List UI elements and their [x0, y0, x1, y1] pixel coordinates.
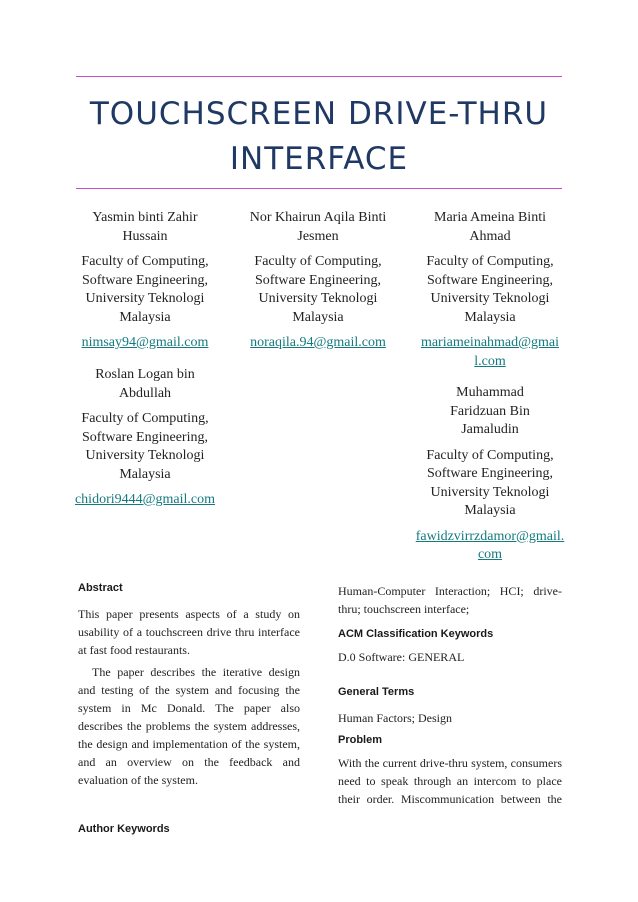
abstract-paragraph-1: This paper presents aspects of a study on usability of a touchscreen drive thru interface at fast food restaurants.: [78, 607, 300, 657]
left-column: [78, 582, 300, 835]
author-email-link[interactable]: mariameinahmad@gmail.com: [420, 335, 560, 369]
author-name: Roslan Logan bin Abdullah: [95, 367, 195, 401]
general-terms-text: Human Factors; Design: [338, 711, 452, 725]
author-affiliation: Faculty of Computing, Software Engineering, University Teknologi Malaysia: [254, 254, 382, 325]
title-bottom-rule: [76, 188, 562, 189]
acm-heading: ACM Classification Keywords: [338, 628, 494, 640]
problem-heading: Problem: [338, 734, 383, 746]
author-name: Nor Khairun Aqila Binti Jesmen: [249, 210, 387, 244]
author-name: Maria Ameina Binti Ahmad: [434, 210, 546, 244]
author-block-5: [414, 384, 566, 571]
abstract-paragraph-2: The paper describes the iterative design and testing of the system and focusing the system in Mc Donald. The paper also describes the problems the system addresses, the design and implementation of the system, and an overview on the feedback and evaluation of the system.: [78, 665, 300, 787]
acm-text: D.0 Software: GENERAL: [338, 650, 465, 664]
author-affiliation: Faculty of Computing, Software Engineering, University Teknologi Malaysia: [81, 254, 209, 325]
general-terms-heading: General Terms: [338, 686, 415, 698]
title-top-rule: [76, 76, 562, 77]
author-block-4: [70, 366, 220, 516]
author-email-link[interactable]: noraqila.94@gmail.com: [250, 335, 386, 350]
right-column: [338, 582, 562, 808]
author-name: Yasmin binti Zahir Hussain: [92, 210, 198, 244]
author-block-2: [248, 209, 388, 359]
abstract-heading: Abstract: [78, 582, 123, 594]
author-keywords-heading: Author Keywords: [78, 823, 170, 835]
author-email-link[interactable]: fawidzvirrzdamor@gmail.com: [415, 528, 565, 562]
author-keywords-text: Human-Computer Interaction; HCI; drive-thru; touchscreen interface;: [338, 584, 562, 616]
problem-text: With the current drive-thru system, consumers need to speak through an intercom to place their order. Miscommunication between the: [338, 756, 562, 806]
author-block-3: [420, 209, 560, 377]
author-affiliation: Faculty of Computing, Software Engineering, University Teknologi Malaysia: [426, 254, 554, 325]
author-email-link[interactable]: chidori9444@gmail.com: [74, 492, 216, 507]
paper-title: TOUCHSCREEN DRIVE-THRU INTERFACE: [89, 96, 549, 177]
author-email-link[interactable]: nimsay94@gmail.com: [81, 335, 209, 350]
author-affiliation: Faculty of Computing, Software Engineering, University Teknologi Malaysia: [426, 447, 554, 518]
author-affiliation: Faculty of Computing, Software Engineering, University Teknologi Malaysia: [81, 411, 209, 482]
author-name: Muhammad Faridzuan Bin Jamaludin: [450, 385, 530, 437]
author-block-1: [75, 209, 215, 359]
